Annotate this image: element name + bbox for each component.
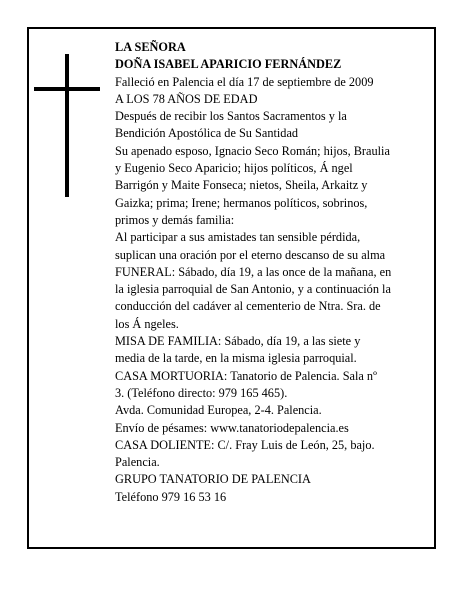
text-line: y Eugenio Seco Aparicio; hijos políticos, Á ngel bbox=[115, 161, 353, 176]
text-line: conducción del cadáver al cementerio de Ntra. Sra. de bbox=[115, 299, 381, 314]
text-line: 3. (Teléfono directo: 979 165 465). bbox=[115, 385, 288, 400]
text-line: Envío de pésames: www.tanatoriodepalencia.es bbox=[115, 420, 349, 435]
cross-horizontal-bar bbox=[34, 87, 100, 91]
cross-vertical-bar bbox=[65, 54, 69, 197]
text-line: los Á ngeles. bbox=[115, 316, 179, 331]
notice-title: LA SEÑORA bbox=[115, 40, 186, 54]
text-line: MISA DE FAMILIA: Sábado, día 19, a las siete y bbox=[115, 334, 361, 349]
text-line: Bendición Apostólica de Su Santidad bbox=[115, 126, 299, 141]
text-line: media de la tarde, en la misma iglesia parroquial. bbox=[115, 351, 357, 366]
text-line: Falleció en Palencia el día 17 de septiembre de 2009 bbox=[115, 74, 374, 89]
text-line: CASA MORTUORIA: Tanatorio de Palencia. Sala nº bbox=[115, 368, 377, 383]
obituary-text bbox=[115, 39, 427, 506]
text-line: Avda. Comunidad Europea, 2-4. Palencia. bbox=[115, 403, 322, 418]
text-line: GRUPO TANATORIO DE PALENCIA bbox=[115, 472, 311, 487]
text-line: Su apenado esposo, Ignacio Seco Román; hijos, Braulia bbox=[115, 143, 390, 158]
deceased-name: DOÑA ISABEL APARICIO FERNÁNDEZ bbox=[115, 57, 342, 72]
text-line: Teléfono 979 16 53 16 bbox=[115, 489, 227, 504]
text-line: Al participar a sus amistades tan sensible pérdida, bbox=[115, 230, 361, 245]
text-line: A LOS 78 AÑOS DE EDAD bbox=[115, 91, 258, 106]
text-line: Gaizka; prima; Irene; hermanos políticos, sobrinos, bbox=[115, 195, 368, 210]
text-line: la iglesia parroquial de San Antonio, y a continuación la bbox=[115, 282, 391, 297]
text-line: Después de recibir los Santos Sacramentos y la bbox=[115, 109, 347, 124]
text-line: primos y demás familia: bbox=[115, 212, 235, 227]
text-line: CASA DOLIENTE: C/. Fray Luis de León, 25, bajo. bbox=[115, 437, 375, 452]
text-line: Palencia. bbox=[115, 455, 160, 470]
text-line: Barrigón y Maite Fonseca; nietos, Sheila, Arkaitz y bbox=[115, 178, 368, 193]
text-line: FUNERAL: Sábado, día 19, a las once de la mañana, en bbox=[115, 264, 392, 279]
text-line: suplican una oración por el eterno descanso de su alma bbox=[115, 247, 386, 262]
